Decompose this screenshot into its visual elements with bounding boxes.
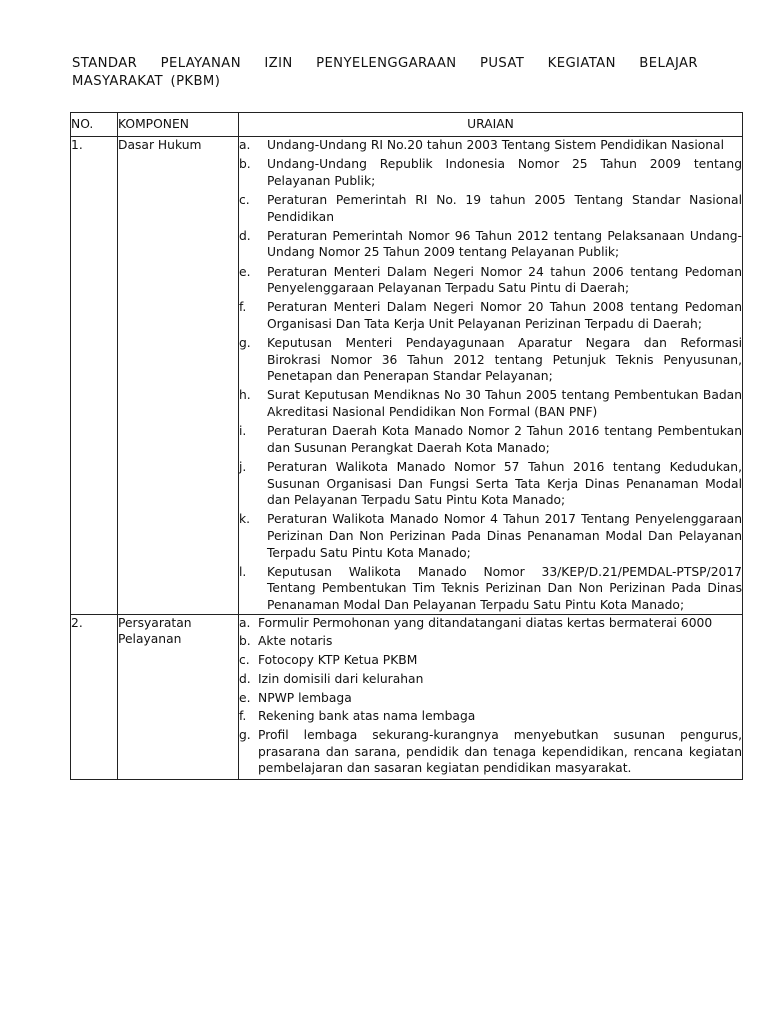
list-item [239,671,742,688]
item-text: Rekening bank atas nama lembaga [258,709,476,724]
item-text: Peraturan Menteri Dalam Negeri Nomor 20 Tahun 2008 tentang Pedoman Organisasi Dan Tata Kerja Unit Pelayanan Perizinan Terpadu di Daerah; [267,300,742,331]
item-letter: a. [239,615,251,630]
item-text: NPWP lembaga [258,690,352,705]
list-item [239,192,742,225]
item-letter: g. [239,336,251,351]
list-item [239,137,742,154]
list-item [239,511,742,561]
list-item [239,423,742,456]
item-text: Formulir Permohonan yang ditandatangani diatas kertas bermaterai 6000 [258,615,713,630]
row-number: 2. [71,614,118,780]
item-letter: b. [239,157,251,172]
header-uraian: URAIAN [239,113,743,137]
item-text: Undang-Undang Republik Indonesia Nomor 25 Tahun 2009 tentang Pelayanan Publik; [267,157,742,188]
list-item [239,615,742,632]
item-text: Akte notaris [258,634,333,649]
item-text: Peraturan Menteri Dalam Negeri Nomor 24 tahun 2006 tentang Pedoman Penyelenggaraan Pelayanan Terpadu Satu Pintu di Daerah; [267,264,742,296]
row-description [239,137,743,615]
item-letter: g. [239,728,251,743]
item-letter: f. [239,709,247,724]
document-title: STANDAR PELAYANAN IZIN PENYELENGGARAAN PUSAT KEGIATAN BELAJAR MASYARAKAT (PKBM) [72,56,698,89]
item-letter: f. [239,300,247,315]
list-item [239,156,742,189]
list-item [239,652,742,669]
requirements-list [239,615,742,777]
table-row-persyaratan [71,614,743,780]
row-component: Persyaratan Pelayanan [118,614,239,780]
item-letter: c. [239,653,250,668]
item-letter: a. [239,138,251,152]
header-no: NO. [71,113,118,137]
item-text: Profil lembaga sekurang-kurangnya menyebutkan susunan pengurus, prasarana dan sarana, pendidik dan tenaga kependidikan, rencana kegiatan pembelajaran dan sasaran kegiatan pendidikan masyarakat. [258,728,742,776]
table-header-row [71,113,743,137]
item-letter: d. [239,671,251,686]
item-text: Peraturan Walikota Manado Nomor 57 Tahun 2016 tentang Kedudukan, Susunan Organisasi Dan Fungsi Serta Tata Kerja Dinas Penanaman Modal dan Pelayanan Terpadu Satu Pintu Kota Manado; [267,460,742,508]
row-number: 1. [71,137,118,615]
list-item [239,633,742,650]
list-item [239,299,742,332]
item-letter: j. [239,460,247,475]
list-item [239,335,742,385]
item-text: Peraturan Daerah Kota Manado Nomor 2 Tahun 2016 tentang Pembentukan dan Susunan Perangkat Daerah Kota Manado; [267,424,742,455]
item-text: Peraturan Pemerintah RI No. 19 tahun 2005 Tentang Standar Nasional Pendidikan [267,192,742,224]
list-item [239,708,742,725]
list-item [239,727,742,777]
list-item [239,387,742,420]
item-letter: i. [239,424,247,439]
list-item [239,228,742,261]
list-item [239,459,742,509]
item-letter: l. [239,564,247,579]
table-row-dasar-hukum [71,137,743,615]
item-letter: k. [239,512,251,527]
item-letter: b. [239,634,251,649]
item-letter: e. [239,690,251,705]
header-komponen: KOMPONEN [118,113,239,137]
service-standard-table [70,112,743,780]
row-description [239,614,743,780]
item-letter: h. [239,388,251,403]
item-letter: e. [239,264,251,279]
list-item [239,564,742,614]
item-text: Keputusan Walikota Manado Nomor 33/KEP/D.21/PEMDAL-PTSP/2017 Tentang Pembentukan Tim Teknis Perizinan Dan Non Perizinan Pada Dinas Penanaman Modal Dan Pelayanan Terpadu Satu Pintu Kota Manado; [267,564,742,612]
item-letter: d. [239,228,251,243]
list-item [239,264,742,297]
list-item [239,690,742,707]
row-component: Dasar Hukum [118,137,239,615]
item-text: Keputusan Menteri Pendayagunaan Aparatur Negara dan Reformasi Birokrasi Nomor 36 Tahun 2012 tentang Petunjuk Teknis Penyusunan, Penetapan dan Penerapan Standar Pelayanan; [267,336,742,384]
item-text: Peraturan Walikota Manado Nomor 4 Tahun 2017 Tentang Penyelenggaraan Perizinan Dan Non Perizinan Pada Dinas Penanaman Modal Dan Pelayanan Terpadu Satu Pintu Kota Manado; [267,512,742,560]
legal-basis-list [239,137,742,614]
item-text: Izin domisili dari kelurahan [258,671,424,686]
item-text: Fotocopy KTP Ketua PKBM [258,653,418,668]
item-text: Peraturan Pemerintah Nomor 96 Tahun 2012 tentang Pelaksanaan Undang-Undang Nomor 25 Tahun 2009 tentang Pelayanan Publik; [267,228,742,260]
item-text: Undang-Undang RI No.20 tahun 2003 Tentang Sistem Pendidikan Nasional [267,138,725,152]
item-text: Surat Keputusan Mendiknas No 30 Tahun 2005 tentang Pembentukan Badan Akreditasi Nasional Pendidikan Non Formal (BAN PNF) [267,388,742,420]
item-letter: c. [239,192,250,207]
